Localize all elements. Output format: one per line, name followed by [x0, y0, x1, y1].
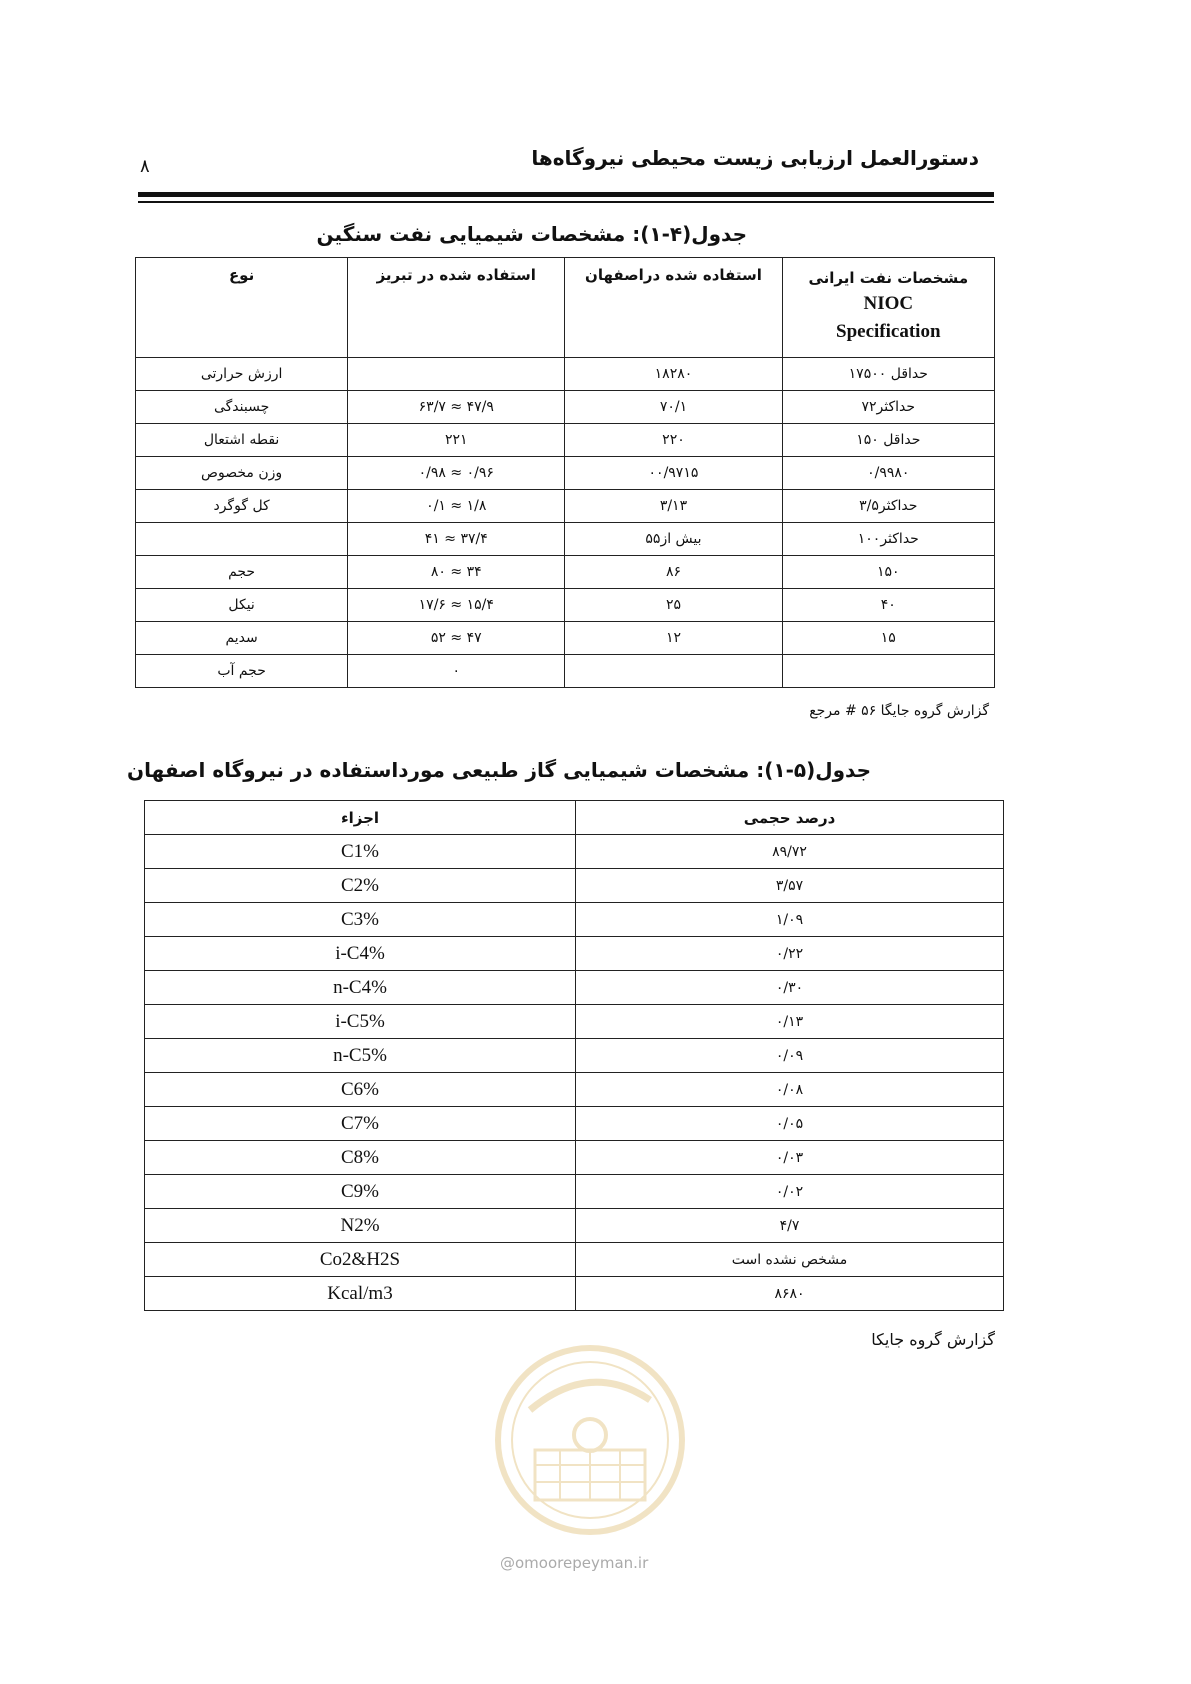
cell-type: حجم — [136, 556, 348, 589]
cell-spec: ۱۵ — [782, 622, 994, 655]
cell-percent: ۰/۰۵ — [576, 1107, 1004, 1141]
cell-percent: ۰/۰۹ — [576, 1039, 1004, 1073]
cell-type: چسبندگی — [136, 391, 348, 424]
header-cell-spec — [782, 258, 994, 358]
table-row — [145, 1209, 1004, 1243]
table-row — [145, 1073, 1004, 1107]
cell-tabriz: ۳۷/۴ ≈ ۴۱ — [348, 523, 565, 556]
cell-percent: مشخص نشده است — [576, 1243, 1004, 1277]
cell-isfahan: ۷۰/۱ — [565, 391, 782, 424]
table2-source-note: گزارش گروه جایکا — [871, 1330, 995, 1349]
cell-tabriz: ۲۲۱ — [348, 424, 565, 457]
document-title: دستورالعمل ارزیابی زیست محیطی نیروگاه‌ها — [531, 146, 979, 170]
cell-type: سدیم — [136, 622, 348, 655]
cell-percent: ۱/۰۹ — [576, 903, 1004, 937]
cell-tabriz: ۰ — [348, 655, 565, 688]
table-row — [145, 971, 1004, 1005]
cell-type: حجم آب — [136, 655, 348, 688]
cell-percent: ۰/۲۲ — [576, 937, 1004, 971]
cell-type: وزن مخصوص — [136, 457, 348, 490]
cell-percent: ۰/۰۳ — [576, 1141, 1004, 1175]
cell-component: n-C5% — [145, 1039, 576, 1073]
table-row — [145, 869, 1004, 903]
table-row — [136, 589, 995, 622]
cell-component: C7% — [145, 1107, 576, 1141]
table-row — [145, 1141, 1004, 1175]
table-row — [145, 1243, 1004, 1277]
table-row — [136, 490, 995, 523]
table-row — [145, 1039, 1004, 1073]
table-row — [145, 1277, 1004, 1311]
table-row — [145, 937, 1004, 971]
cell-tabriz: ۱۵/۴ ≈ ۱۷/۶ — [348, 589, 565, 622]
cell-isfahan: ۰۰/۹۷۱۵ — [565, 457, 782, 490]
table-row — [136, 358, 995, 391]
cell-component: C1% — [145, 835, 576, 869]
table2-caption: جدول(۵-۱): مشخصات شیمیایی گاز طبیعی مورداستفاده در نیروگاه اصفهان — [127, 758, 871, 782]
table-row — [136, 457, 995, 490]
table-header-row — [145, 801, 1004, 835]
cell-tabriz: ۰/۹۶ ≈ ۰/۹۸ — [348, 457, 565, 490]
cell-isfahan: ۱۲ — [565, 622, 782, 655]
page-number: ۸ — [140, 156, 150, 177]
cell-tabriz: ۴۷ ≈ ۵۲ — [348, 622, 565, 655]
header-spec-en2: Specification — [836, 321, 941, 342]
cell-spec: ۴۰ — [782, 589, 994, 622]
heavy-oil-spec-table — [135, 257, 995, 688]
cell-spec: حداکثر۳/۵ — [782, 490, 994, 523]
cell-percent: ۴/۷ — [576, 1209, 1004, 1243]
table-row — [145, 1107, 1004, 1141]
cell-percent: ۳/۵۷ — [576, 869, 1004, 903]
cell-component: C2% — [145, 869, 576, 903]
table-row — [145, 903, 1004, 937]
cell-type: ارزش حرارتی — [136, 358, 348, 391]
table-row — [136, 622, 995, 655]
header-spec-fa: مشخصات نفت ایرانی — [808, 269, 969, 287]
table-row — [145, 1175, 1004, 1209]
cell-type — [136, 523, 348, 556]
header-cell-tabriz: استفاده شده در تبریز — [348, 258, 565, 358]
cell-component: i-C5% — [145, 1005, 576, 1039]
table-row — [136, 556, 995, 589]
cell-type: نیکل — [136, 589, 348, 622]
cell-isfahan: ۸۶ — [565, 556, 782, 589]
table-header-row — [136, 258, 995, 358]
header-rule-thin — [138, 201, 994, 203]
cell-spec: ۱۵۰ — [782, 556, 994, 589]
header-cell-percent: درصد حجمی — [576, 801, 1004, 835]
header-spec-en1: NIOC — [863, 293, 914, 314]
cell-component: C3% — [145, 903, 576, 937]
cell-isfahan — [565, 655, 782, 688]
cell-spec: ۰/۹۹۸۰ — [782, 457, 994, 490]
cell-isfahan: ۳/۱۳ — [565, 490, 782, 523]
header-cell-isfahan: استفاده شده دراصفهان — [565, 258, 782, 358]
cell-percent: ۰/۰۸ — [576, 1073, 1004, 1107]
watermark-text: @omoorepeyman.ir — [500, 1554, 649, 1572]
cell-tabriz — [348, 358, 565, 391]
cell-tabriz: ۳۴ ≈ ۸۰ — [348, 556, 565, 589]
cell-isfahan: بیش از۵۵ — [565, 523, 782, 556]
cell-percent: ۰/۳۰ — [576, 971, 1004, 1005]
cell-isfahan: ۲۲۰ — [565, 424, 782, 457]
header-cell-component: اجزاء — [145, 801, 576, 835]
cell-component: Kcal/m3 — [145, 1277, 576, 1311]
cell-percent: ۰/۱۳ — [576, 1005, 1004, 1039]
seal-logo-icon — [490, 1340, 690, 1540]
cell-spec: حداکثر۱۰۰ — [782, 523, 994, 556]
header-rule-thick — [138, 192, 994, 197]
cell-type: نقطه اشتعال — [136, 424, 348, 457]
table-row — [145, 1005, 1004, 1039]
table1-source-note: گزارش گروه جایگا ۵۶ # مرجع — [809, 703, 989, 719]
cell-component: C6% — [145, 1073, 576, 1107]
natural-gas-spec-table — [144, 800, 1004, 1311]
table-row — [136, 424, 995, 457]
table1-caption: جدول(۴-۱): مشخصات شیمیایی نفت سنگین — [316, 222, 747, 246]
table-row — [136, 655, 995, 688]
cell-spec: حداکثر۷۲ — [782, 391, 994, 424]
table-row — [136, 391, 995, 424]
header-cell-type: نوع — [136, 258, 348, 358]
cell-isfahan: ۱۸۲۸۰ — [565, 358, 782, 391]
cell-percent: ۸۶۸۰ — [576, 1277, 1004, 1311]
table-row — [145, 835, 1004, 869]
cell-percent: ۰/۰۲ — [576, 1175, 1004, 1209]
cell-type: کل گوگرد — [136, 490, 348, 523]
cell-component: C8% — [145, 1141, 576, 1175]
cell-isfahan: ۲۵ — [565, 589, 782, 622]
table-row — [136, 523, 995, 556]
cell-tabriz: ۴۷/۹ ≈ ۶۳/۷ — [348, 391, 565, 424]
cell-component: N2% — [145, 1209, 576, 1243]
cell-component: i-C4% — [145, 937, 576, 971]
cell-component: C9% — [145, 1175, 576, 1209]
cell-tabriz: ۱/۸ ≈ ۰/۱ — [348, 490, 565, 523]
cell-component: n-C4% — [145, 971, 576, 1005]
cell-percent: ۸۹/۷۲ — [576, 835, 1004, 869]
cell-spec: حداقل ۱۷۵۰۰ — [782, 358, 994, 391]
cell-spec: حداقل ۱۵۰ — [782, 424, 994, 457]
cell-component: Co2&H2S — [145, 1243, 576, 1277]
cell-spec — [782, 655, 994, 688]
